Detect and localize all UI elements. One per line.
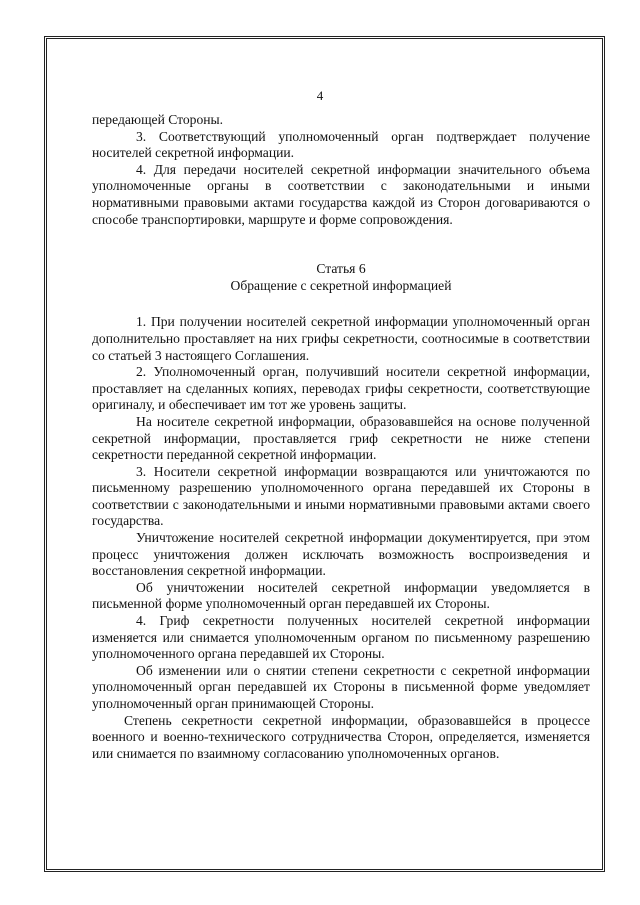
- paragraph: 4. Гриф секретности полученных носителей секретной информации изменяется или снимается уполномоченным органом по письменному разрешению уполномоченного органа передавшей их Стороны.: [92, 613, 590, 662]
- paragraph: Об уничтожении носителей секретной информации уведомляется в письменной форме уполномоченный орган передавшей их Стороны.: [92, 579, 590, 612]
- paragraph: 1. При получении носителей секретной информации уполномоченный орган дополнительно проставляет на них грифы секретности, соотносимые в соответствии со статьей 3 настоящего Соглашения.: [92, 314, 590, 363]
- page-number: 4: [316, 88, 324, 103]
- paragraph: Уничтожение носителей секретной информации документируется, при этом процесс уничтожения должен исключать возможность воспроизведения и восстановления секретной информации.: [92, 530, 590, 579]
- article-title: Статья 6: [316, 261, 366, 277]
- article-subtitle: Обращение с секретной информацией: [230, 277, 452, 293]
- paragraph: 4. Для передачи носителей секретной информации значительного объема уполномоченные органы в соответствии с законодательными и иными нормативными правовыми актами государства каждой из Сторон договариваются о способе транспортировки, маршруте и форме сопровождения.: [92, 161, 590, 227]
- paragraph: 2. Уполномоченный орган, получивший носители секретной информации, проставляет на сделанных копиях, переводах грифы секретности, соответствующие оригиналу, и обеспечивает им тот же уровень защиты.: [92, 364, 590, 413]
- paragraph: Степень секретности секретной информации, образовавшейся в процессе военного и военно-технического сотрудничества Сторон, определяется, изменяется или снимается по взаимному согласованию уполномоченных органов.: [92, 712, 590, 761]
- paragraph: На носителе секретной информации, образовавшейся на основе полученной секретной информации, проставляется гриф секретности не ниже степени секретности переданной секретной информации.: [92, 413, 590, 463]
- document-body: [92, 112, 590, 762]
- paragraph: передающей Стороны.: [92, 112, 224, 127]
- paragraph: 3. Носители секретной информации возвращаются или уничтожаются по письменному разрешению уполномоченного органа передавшей их Стороны в соответствии с законодательными и иными нормативными правовыми актами своего государства.: [92, 463, 590, 529]
- paragraph: Об изменении или о снятии степени секретности с секретной информации уполномоченный орган передавшей их Стороны в письменной форме уведомляет уполномоченный орган принимающей Стороны.: [92, 662, 590, 711]
- paragraph: 3. Соответствующий уполномоченный орган подтверждает получение носителей секретной информации.: [92, 128, 590, 161]
